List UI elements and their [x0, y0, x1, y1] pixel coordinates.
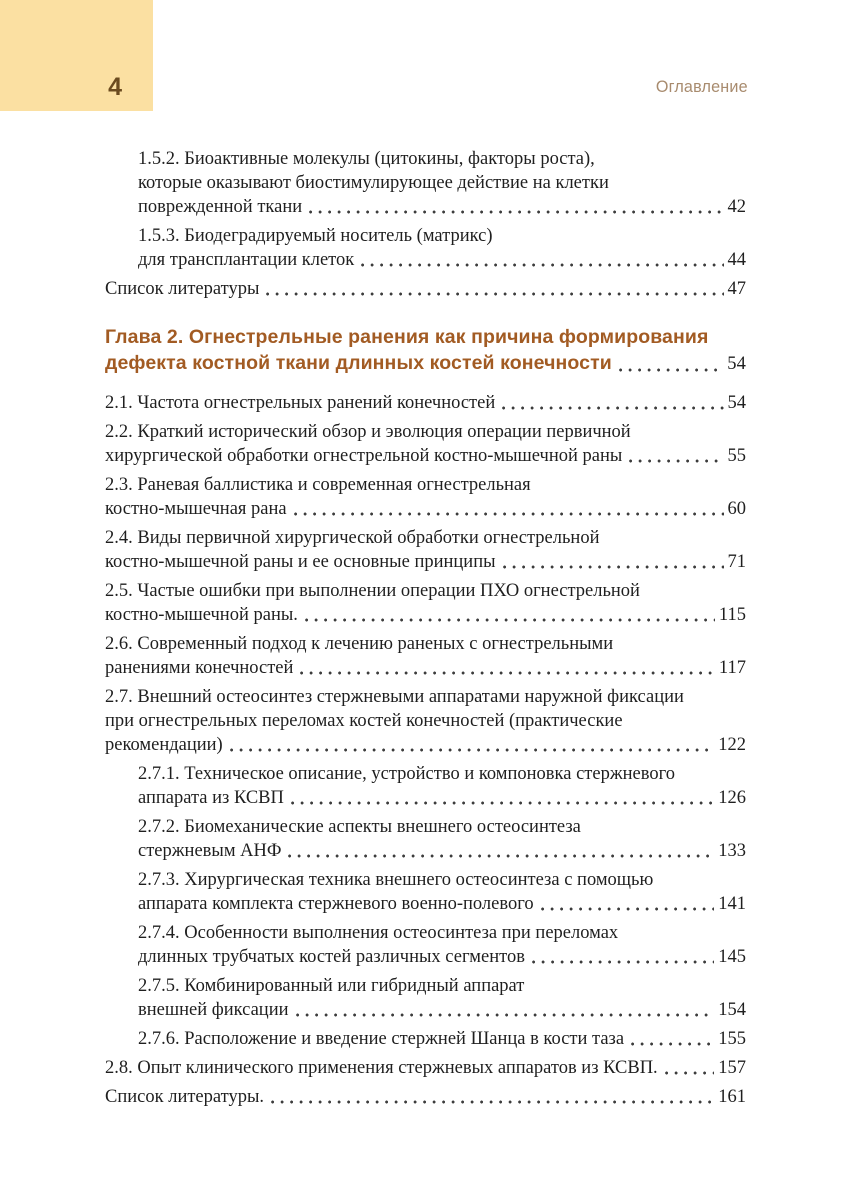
dot-leader — [502, 406, 723, 410]
toc-line — [105, 656, 746, 680]
toc-entry-title-line: при огнестрельных переломах костей конечностей (практические — [105, 711, 623, 731]
toc-entry-title-line: 2.6. Современный подход к лечению раненых с огнестрельными — [105, 634, 614, 654]
toc-entry-title: костно-мышечная рана — [105, 499, 287, 519]
toc-line — [138, 892, 746, 916]
toc-entry-title: для трансплантации клеток — [138, 250, 355, 270]
toc-entry-title: стержневым АНФ — [138, 841, 282, 861]
toc-entry — [105, 1056, 746, 1080]
page-ref: 141 — [718, 894, 746, 914]
toc-entry-title-line: 2.7.1. Техническое описание, устройство и компоновка стержневого — [138, 764, 675, 784]
dot-leader — [503, 565, 724, 569]
dot-leader — [532, 960, 714, 964]
toc-line — [138, 945, 746, 969]
page-ref: 115 — [718, 605, 746, 625]
page-ref: 145 — [718, 947, 746, 967]
toc-entry — [105, 420, 746, 468]
toc-entry-title: хирургической обработки огнестрельной костно-мышечной раны — [105, 446, 623, 466]
toc-entry-title: костно-мышечной раны и ее основные принципы — [105, 552, 496, 572]
toc-entry — [105, 921, 746, 969]
running-head: Оглавление — [656, 77, 748, 96]
dot-leader — [271, 1100, 714, 1104]
toc-entry — [105, 579, 746, 627]
toc-line — [105, 550, 746, 574]
toc-line — [105, 391, 746, 415]
dot-leader — [361, 263, 723, 267]
dot-leader — [619, 368, 723, 372]
page-ref: 47 — [727, 279, 746, 299]
toc-chapter-entry — [105, 324, 746, 377]
toc-line — [138, 786, 746, 810]
dot-leader — [309, 210, 723, 214]
dot-leader — [230, 748, 715, 752]
dot-leader — [665, 1071, 715, 1075]
toc-line — [105, 733, 746, 757]
toc-line — [105, 350, 746, 377]
dot-leader — [296, 1013, 715, 1017]
toc-entry-title-line: 2.3. Раневая баллистика и современная огнестрельная — [105, 475, 531, 495]
toc-entry-title: аппарата комплекта стержневого военно-полевого — [138, 894, 534, 914]
toc-entry — [105, 473, 746, 521]
dot-leader — [294, 512, 724, 516]
page-ref: 155 — [718, 1029, 746, 1049]
page-ref: 161 — [718, 1087, 746, 1107]
page-ref: 126 — [718, 788, 746, 808]
toc-entry-title: внешней фиксации — [138, 1000, 289, 1020]
page-ref: 133 — [718, 841, 746, 861]
page-ref: 117 — [718, 658, 746, 678]
toc-entry — [105, 147, 746, 219]
toc-entry-title: ранениями конечностей — [105, 658, 294, 678]
dot-leader — [266, 292, 723, 296]
toc-entry-title: дефекта костной ткани длинных костей конечности — [105, 352, 612, 374]
table-of-contents — [105, 147, 746, 1114]
page-ref: 42 — [727, 197, 746, 217]
toc-entry-title-line: 2.5. Частые ошибки при выполнении операции ПХО огнестрельной — [105, 581, 640, 601]
toc-entry-title: Список литературы. — [105, 1087, 265, 1107]
page-ref: 154 — [718, 1000, 746, 1020]
toc-entry-title-line: 2.2. Краткий исторический обзор и эволюция операции первичной — [105, 422, 631, 442]
page-number: 4 — [108, 73, 122, 101]
toc-entry — [105, 974, 746, 1022]
toc-line — [105, 277, 746, 301]
toc-entry-title-line: 2.7.3. Хирургическая техника внешнего остеосинтеза с помощью — [138, 870, 654, 890]
toc-entry — [105, 632, 746, 680]
toc-entry-title-line: Глава 2. Огнестрельные ранения как причина формирования — [105, 326, 709, 348]
toc-entry — [105, 224, 746, 272]
toc-entry-title-line: 2.7.5. Комбинированный или гибридный аппарат — [138, 976, 525, 996]
page-number-tab — [0, 0, 153, 111]
toc-line — [105, 1056, 746, 1080]
dot-leader — [288, 854, 714, 858]
toc-entry — [105, 1027, 746, 1051]
dot-leader — [631, 1042, 714, 1046]
toc-entry — [105, 868, 746, 916]
toc-entry-title: Список литературы — [105, 279, 260, 299]
dot-leader — [291, 801, 714, 805]
toc-line — [105, 497, 746, 521]
toc-entry-title: поврежденной ткани — [138, 197, 303, 217]
toc-line — [105, 444, 746, 468]
toc-entry-title: 2.1. Частота огнестрельных ранений конечностей — [105, 393, 496, 413]
toc-entry — [105, 685, 746, 757]
toc-entry — [105, 815, 746, 863]
toc-line — [138, 839, 746, 863]
toc-entry-title-line: 2.7.2. Биомеханические аспекты внешнего остеосинтеза — [138, 817, 581, 837]
toc-entry-title-line: которые оказывают биостимулирующее действие на клетки — [138, 173, 609, 193]
toc-entry-title: 2.8. Опыт клинического применения стержневых аппаратов из КСВП. — [105, 1058, 658, 1078]
page-ref: 60 — [727, 499, 746, 519]
page-ref: 71 — [727, 552, 746, 572]
toc-entry — [105, 1085, 746, 1109]
toc-entry-title-line: 1.5.3. Биодеградируемый носитель (матрикс) — [138, 226, 493, 246]
toc-line — [138, 248, 746, 272]
dot-leader — [300, 671, 715, 675]
dot-leader — [541, 907, 715, 911]
page-ref: 54 — [727, 393, 746, 413]
toc-entry-title: длинных трубчатых костей различных сегментов — [138, 947, 525, 967]
toc-line — [105, 603, 746, 627]
toc-entry-title-line: 2.7.4. Особенности выполнения остеосинтеза при переломах — [138, 923, 619, 943]
toc-entry-title: рекомендации) — [105, 735, 223, 755]
toc-entry-title-line: 1.5.2. Биоактивные молекулы (цитокины, факторы роста), — [138, 149, 595, 169]
toc-entry-title-line: 2.7. Внешний остеосинтез стержневыми аппаратами наружной фиксации — [105, 687, 684, 707]
toc-line — [138, 998, 746, 1022]
page-ref: 55 — [727, 446, 746, 466]
toc-entry — [105, 391, 746, 415]
dot-leader — [629, 459, 723, 463]
page-ref: 44 — [727, 250, 746, 270]
toc-entry-title: 2.7.6. Расположение и введение стержней Шанца в кости таза — [138, 1029, 625, 1049]
toc-entry-title-line: 2.4. Виды первичной хирургической обработки огнестрельной — [105, 528, 600, 548]
toc-entry — [105, 277, 746, 301]
page-ref: 122 — [718, 735, 746, 755]
page-ref: 54 — [727, 354, 746, 374]
toc-line — [138, 195, 746, 219]
toc-entry — [105, 762, 746, 810]
page-ref: 157 — [718, 1058, 746, 1078]
toc-entry-title: костно-мышечной раны. — [105, 605, 298, 625]
toc-line — [105, 1085, 746, 1109]
toc-line — [138, 1027, 746, 1051]
toc-entry — [105, 526, 746, 574]
toc-entry-title: аппарата из КСВП — [138, 788, 284, 808]
dot-leader — [305, 618, 715, 622]
